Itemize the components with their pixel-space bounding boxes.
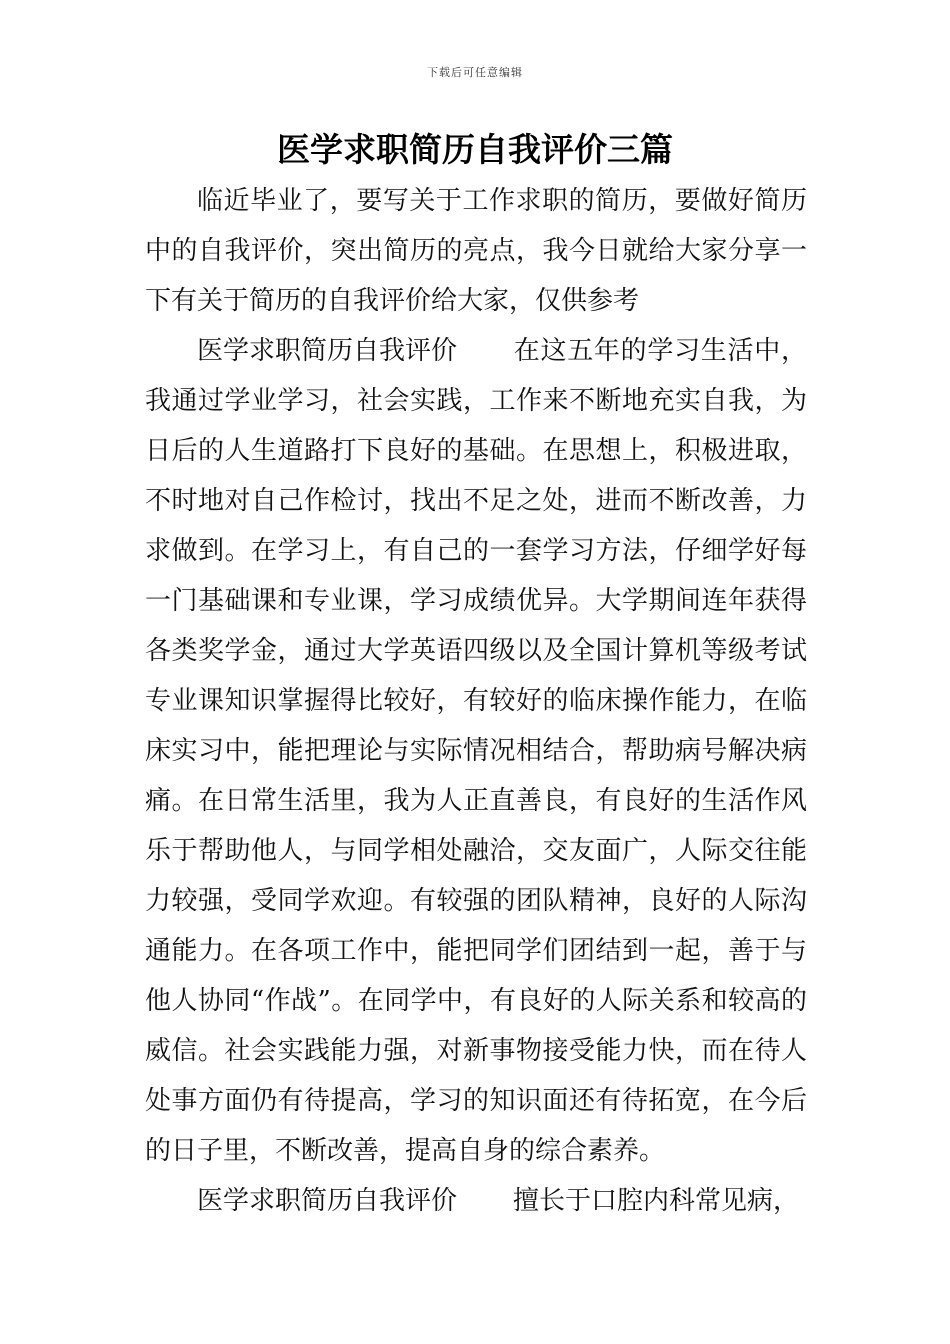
document-body — [145, 176, 807, 1226]
page-title: 医学求职简历自我评价三篇 — [277, 130, 673, 169]
paragraph-text: 临近毕业了，要写关于工作求职的简历，要做好简历中的自我评价，突出简历的亮点，我今日就给大家分享一下有关于简历的自我评价给大家，仅供参考 — [145, 186, 807, 316]
header-note: 下载后可任意编辑 — [427, 66, 523, 79]
paragraph-intro — [145, 176, 807, 326]
paragraph-text: 在这五年的学习生活中，我通过学业学习，社会实践，工作来不断地充实自我，为日后的人生道路打下良好的基础。在思想上，积极进取，不时地对自己作检讨，找出不足之处，进而不断改善，力求做到。在学习上，有自己的一套学习方法，仔细学好每一门基础课和专业课，学习成绩优异。大学期间连年获得各类奖学金，通过大学英语四级以及全国计算机等级考试专业课知识掌握得比较好，有较好的临床操作能力，在临床实习中，能把理论与实际情况相结合，帮助病号解决病痛。在日常生活里，我为人正直善良，有良好的生活作风乐于帮助他人，与同学相处融洽，交友面广，人际交往能力较强，受同学欢迎。有较强的团队精神，良好的人际沟通能力。在各项工作中，能把同学们团结到一起，善于与他人协同“作战”。在同学中，有良好的人际关系和较高的威信。社会实践能力强，对新事物接受能力快，而在待人处事方面仍有待提高，学习的知识面还有待拓宽，在今后的日子里，不断改善，提高自身的综合素养。 — [145, 336, 807, 1166]
section-heading: 医学求职简历自我评价 — [197, 336, 458, 366]
paragraph-evaluation-2 — [145, 1176, 807, 1226]
paragraph-evaluation-1 — [145, 326, 807, 1176]
paragraph-text: 擅长于口腔内科常见病， — [513, 1186, 800, 1216]
section-heading: 医学求职简历自我评价 — [197, 1186, 458, 1216]
